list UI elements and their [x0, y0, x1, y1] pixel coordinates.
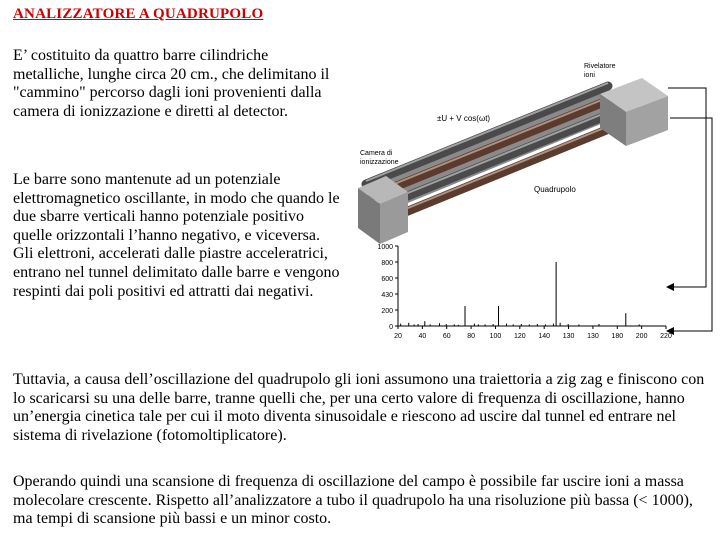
rod-3-highlight — [378, 107, 620, 205]
detector-arrow-lower — [667, 118, 712, 331]
x-tick-label: 130 — [587, 333, 599, 340]
x-tick-label: 80 — [467, 333, 475, 340]
detector-label-line1: Rivelatore — [584, 63, 616, 70]
x-tick-label: 40 — [418, 333, 427, 340]
x-tick-label: 100 — [489, 333, 502, 340]
x-tick-label: 20 — [394, 333, 402, 340]
x-tick-label: 140 — [538, 333, 551, 340]
x-tick-label: 220 — [660, 333, 672, 340]
oscillation-paragraph: Tuttavia, a causa dell’oscillazione del quadrupolo gli ioni assumono una traiettoria a zig zag e finiscono con lo scaricarsi su una delle barre, tranne quelli che, per una certo valore di frequenza di oscillazione, hanno un’energia cinetica tale per cui il moto diventa sinusoidale e riescono ad uscire dal tunnel ed entrare nel sistema di rivelazione (fotomoltiplicatore). — [13, 371, 705, 444]
quadrupole-label: Quadrupolo — [534, 185, 576, 194]
rod-3 — [378, 110, 620, 208]
x-tick-label: 130 — [562, 333, 575, 340]
electrons-text: Gli elettroni, accelerati dalle piastre acceleratrici, entrano nel tunnel delimitato dalle barre e vengono respinti dai poli positivi ed attratti dai negativi. — [13, 245, 340, 300]
page-title: ANALIZZATORE A QUADRUPOLO — [13, 6, 264, 22]
intro-paragraph: E’ costituito da quattro barre cilindriche metalliche, lunghe circa 20 cm., che delimitano il "cammino" percorso dagli ioni provenienti dalla camera di ionizzazione e diretti al detector. — [13, 47, 330, 120]
y-tick-label: 800 — [381, 260, 393, 267]
y-tick-label: 200 — [381, 308, 393, 315]
y-tick-label: 600 — [381, 276, 393, 283]
mass-spectrum-chart — [377, 244, 672, 340]
x-tick-label: 60 — [442, 333, 451, 340]
detector-label-line2: ioni — [584, 72, 595, 79]
scan-paragraph: Operando quindi una scansione di frequenza di oscillazione del campo è possibile far uscire ioni a massa molecolare crescente. Rispetto all’analizzatore a tubo il quadrupolo ha una risoluzione più bassa (< 1000), ma tempi di scansione più bassi e un minor costo. — [13, 473, 693, 528]
chamber-label-line2: ionizzazione — [360, 159, 399, 166]
x-tick-label: 200 — [635, 333, 648, 340]
y-tick-label: 430 — [381, 292, 393, 299]
chamber-label-line1: Camera di — [360, 150, 393, 157]
x-tick-label: 180 — [611, 333, 624, 340]
y-tick-label: 0 — [389, 324, 393, 331]
y-tick-label: 1000 — [377, 244, 393, 251]
voltage-label: ±U + V cos(ωt) — [437, 114, 491, 123]
x-tick-label: 120 — [513, 333, 526, 340]
potential-text: Le barre sono mantenute ad un potenziale elettromagnetico oscillante, in modo che quando le due sbarre verticali hanno potenziale positivo quelle orizzontali l’hanno negativo, e viceversa. — [13, 171, 340, 244]
rod-2 — [372, 98, 614, 196]
